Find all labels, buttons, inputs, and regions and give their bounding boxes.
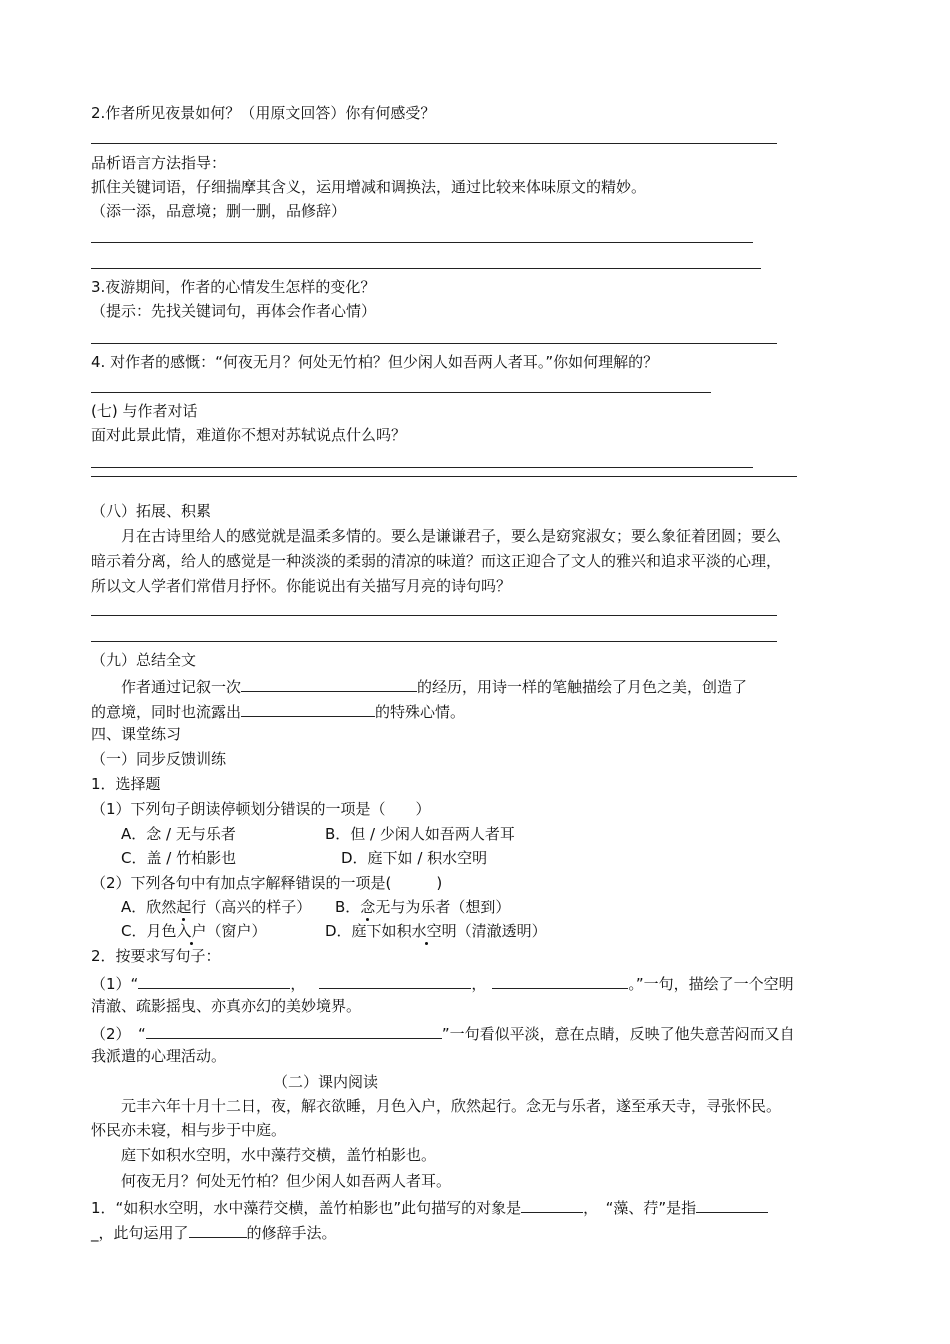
method-body: 抓住关键词语，仔细揣摩其含义，运用增减和调换法，通过比较来体味原文的精妙。 xyxy=(91,178,647,196)
option-a[interactable] xyxy=(121,897,311,917)
method-hint: （添一添，品意境；删一删，品修辞） xyxy=(91,202,347,220)
fill-blank[interactable] xyxy=(146,1022,442,1039)
answer-line[interactable] xyxy=(91,392,711,393)
section-9-line-1 xyxy=(121,675,747,697)
exercise-text: （1）“ xyxy=(91,975,139,993)
option-b[interactable] xyxy=(335,897,510,917)
question-3: 3.夜游期间，作者的心情发生怎样的变化？ xyxy=(91,278,376,296)
option-text: （窗户） xyxy=(206,922,267,940)
summary-text: 作者通过记叙一次 xyxy=(121,678,242,696)
summary-text: 的经历，用诗一样的笔触描绘了月色之美，创造了 xyxy=(417,678,748,696)
section-8-paragraph-line: 所以文人学者们常借月抒怀。你能说出有关描写月亮的诗句吗？ xyxy=(91,577,512,595)
exercise-2-2 xyxy=(91,1022,795,1044)
answer-line[interactable] xyxy=(91,467,753,468)
exercise-2-1 xyxy=(91,972,794,994)
fill-blank[interactable] xyxy=(241,675,417,692)
answer-line[interactable] xyxy=(91,143,777,144)
fill-blank[interactable] xyxy=(521,1196,583,1213)
option-d[interactable]: D．庭下如 / 积水空明 xyxy=(341,849,488,867)
reading-paragraph: 何夜无月？何处无竹柏？但少闲人如吾两人者耳。 xyxy=(121,1172,452,1190)
reading-question-1-cont xyxy=(91,1221,337,1243)
exercise-2-1-cont: 清澈、疏影摇曳、亦真亦幻的美妙境界。 xyxy=(91,997,362,1015)
fill-blank[interactable] xyxy=(319,972,471,989)
fill-blank[interactable] xyxy=(241,700,375,717)
section-9-line-2 xyxy=(91,700,465,722)
option-d[interactable] xyxy=(325,921,547,941)
option-a[interactable]: A．念 / 无与乐者 xyxy=(121,825,236,843)
option-text: 行（高兴的样子） xyxy=(191,898,312,916)
dotted-char: 起 xyxy=(176,898,192,916)
option-text: 无与为乐者（想到） xyxy=(375,898,511,916)
exercise-1-title: 1．选择题 xyxy=(91,775,161,793)
exercise-2-2-cont: 我派遣的心理活动。 xyxy=(91,1047,227,1065)
fill-blank[interactable] xyxy=(138,972,290,989)
question-3-hint: （提示：先找关键词句，再体会作者心情） xyxy=(91,302,377,320)
exercise-text: （2） “ xyxy=(91,1025,146,1043)
option-c[interactable] xyxy=(121,921,267,941)
option-c[interactable]: C．盖 / 竹柏影也 xyxy=(121,849,237,867)
dotted-char: 念 xyxy=(360,898,376,916)
exercise-text: 。”一句，描绘了一个空明 xyxy=(628,975,794,993)
exercise-text: ， xyxy=(290,975,306,993)
section-7-title: (七) 与作者对话 xyxy=(91,402,198,420)
exercise-1-2: （2）下列各句中有加点字解释错误的一项是( ) xyxy=(91,874,443,892)
subsection-1-title: （一）同步反馈训练 xyxy=(91,750,227,768)
answer-line[interactable] xyxy=(91,343,777,344)
section-4-title: 四、课堂练习 xyxy=(91,725,182,743)
question-2: 2.作者所见夜景如何？（用原文回答）你有何感受？ xyxy=(91,104,436,122)
reading-question-1 xyxy=(91,1196,768,1218)
option-text: A．欣然 xyxy=(121,898,177,916)
option-text: D．庭下如 xyxy=(325,922,397,940)
option-text: （清澈透明） xyxy=(456,922,547,940)
dotted-char: 入户 xyxy=(176,922,207,940)
section-8-paragraph-line: 月在古诗里给人的感觉就是温柔多情的。要么是谦谦君子，要么是窈窕淑女；要么象征着团圆；要么 xyxy=(121,527,782,545)
reading-paragraph: 元丰六年十月十二日，夜，解衣欲睡，月色入户，欣然起行。念无与乐者，遂至承天寺，寻张怀民。 xyxy=(121,1097,782,1115)
answer-line[interactable] xyxy=(91,268,761,269)
exercise-text: ， xyxy=(471,975,487,993)
exercise-1-1: （1）下列句子朗读停顿划分错误的一项是（ ） xyxy=(91,800,431,818)
section-9-title: （九）总结全文 xyxy=(91,651,197,669)
answer-line[interactable] xyxy=(91,641,777,642)
question-text: _，此句运用了 xyxy=(91,1224,189,1242)
fill-blank[interactable] xyxy=(696,1196,768,1213)
question-4: 4. 对作者的感慨：“何夜无月？何处无竹柏？但少闲人如吾两人者耳。”你如何理解的？ xyxy=(91,353,659,371)
subsection-2-title: （二）课内阅读 xyxy=(273,1073,379,1091)
answer-line[interactable] xyxy=(91,476,797,477)
section-8-title: （八）拓展、积累 xyxy=(91,502,212,520)
question-text: 的修辞手法。 xyxy=(246,1224,337,1242)
reading-paragraph: 庭下如积水空明，水中藻荇交横，盖竹柏影也。 xyxy=(121,1146,437,1164)
summary-text: 的特殊心情。 xyxy=(375,703,466,721)
exercise-text: ”一句看似平淡，意在点睛，反映了他失意苦闷而又自 xyxy=(441,1025,795,1043)
option-b[interactable]: B．但 / 少闲人如吾两人者耳 xyxy=(325,825,515,843)
dotted-char: 积水空明 xyxy=(396,922,457,940)
summary-text: 的意境，同时也流露出 xyxy=(91,703,242,721)
option-text: C．月色 xyxy=(121,922,177,940)
reading-paragraph: 怀民亦未寝，相与步于中庭。 xyxy=(91,1121,287,1139)
fill-blank[interactable] xyxy=(189,1221,247,1238)
question-text: 1．“如积水空明，水中藻荇交横，盖竹柏影也”此句描写的对象是 xyxy=(91,1199,522,1217)
section-7-question: 面对此景此情，难道你不想对苏轼说点什么吗？ xyxy=(91,426,407,444)
section-8-paragraph-line: 暗示着分离，给人的感觉是一种淡淡的柔弱的清凉的味道？而这正迎合了文人的雅兴和追求平淡的心理， xyxy=(91,552,782,570)
fill-blank[interactable] xyxy=(492,972,628,989)
question-text: ， “藻、荇”是指 xyxy=(583,1199,697,1217)
method-title: 品析语言方法指导： xyxy=(91,154,227,172)
answer-line[interactable] xyxy=(91,242,753,243)
exercise-2-title: 2．按要求写句子： xyxy=(91,947,221,965)
answer-line[interactable] xyxy=(91,615,777,616)
option-text: B． xyxy=(335,898,361,916)
